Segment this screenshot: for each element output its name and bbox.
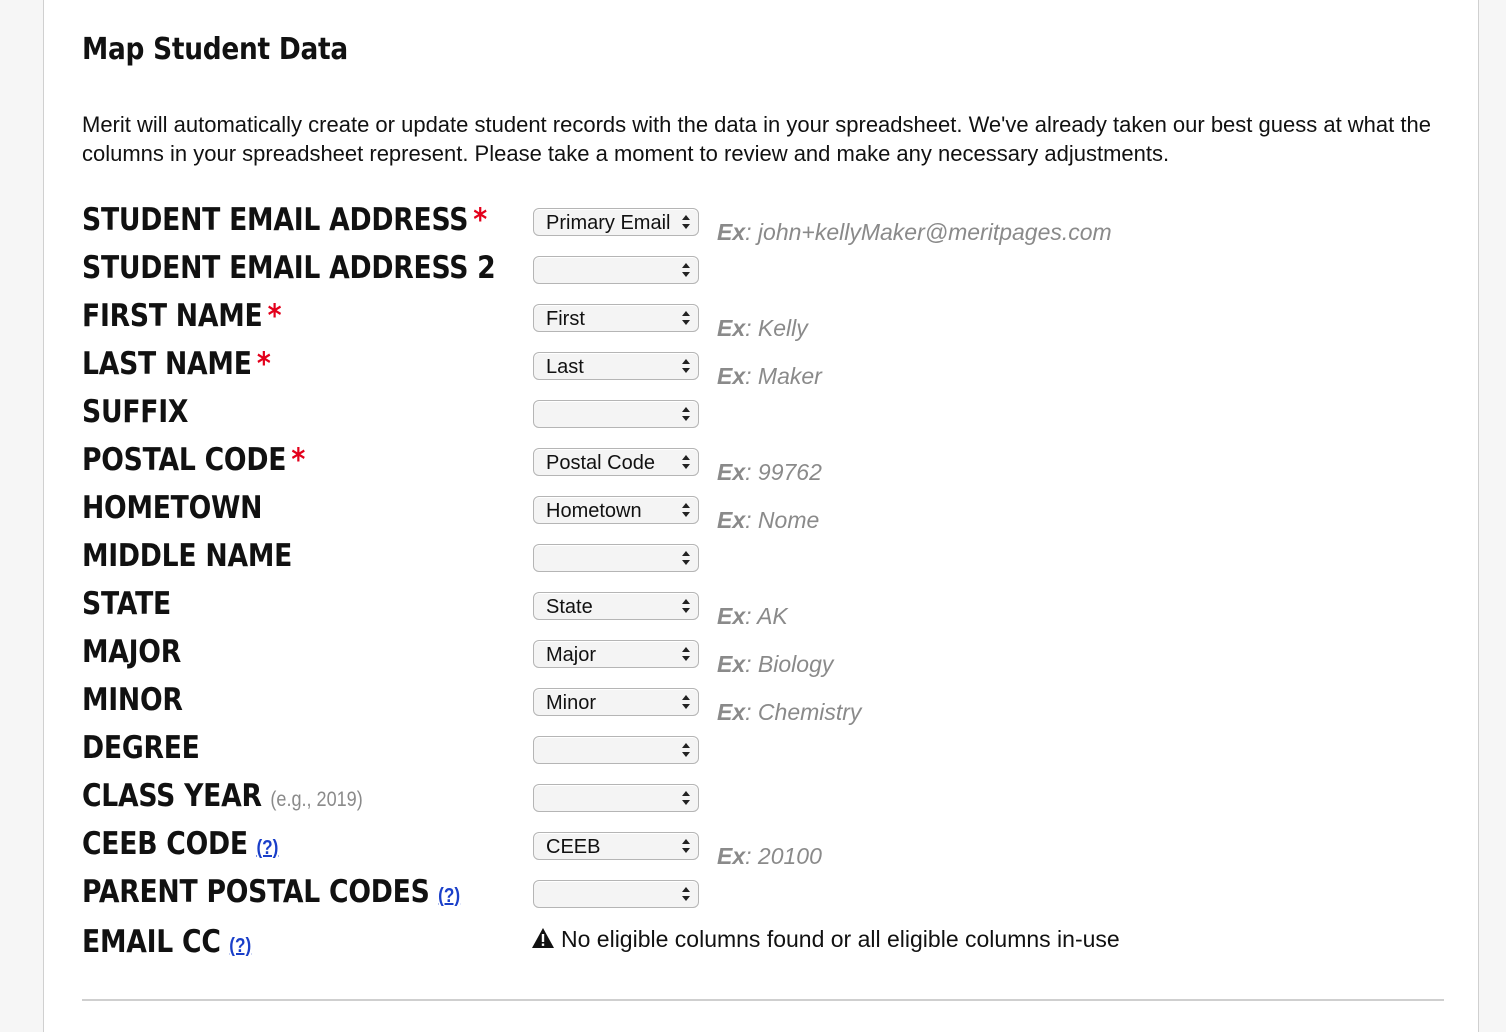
field-row-major	[44, 636, 1480, 684]
first-name-select[interactable]: First	[533, 304, 699, 332]
field-row-suffix	[44, 396, 1480, 444]
student-email-2-select[interactable]	[533, 256, 699, 284]
field-label-ceeb-code: CEEB CODE (?)	[82, 826, 279, 862]
state-select[interactable]: State	[533, 592, 699, 620]
field-label-minor: MINOR	[82, 682, 183, 718]
class-year-select[interactable]	[533, 784, 699, 812]
field-label-class-year: CLASS YEAR (e.g., 2019)	[82, 778, 363, 814]
parent-postal-codes-help-link[interactable]: (?)	[438, 885, 461, 907]
hometown-select[interactable]: Hometown	[533, 496, 699, 524]
field-row-first-name	[44, 300, 1480, 348]
major-select[interactable]: Major	[533, 640, 699, 668]
example-last-name: Ex: Maker	[717, 363, 822, 389]
field-row-class-year	[44, 780, 1480, 828]
field-label-hometown: HOMETOWN	[82, 490, 263, 526]
field-row-minor	[44, 684, 1480, 732]
updown-arrows-icon	[681, 500, 691, 520]
field-label-email-cc: EMAIL CC (?)	[82, 924, 252, 960]
field-label-postal-code: POSTAL CODE *	[82, 442, 306, 478]
example-student-email: Ex: john+kellyMaker@meritpages.com	[717, 219, 1112, 245]
email-cc-help-link[interactable]: (?)	[229, 935, 252, 957]
parent-postal-codes-select[interactable]	[533, 880, 699, 908]
updown-arrows-icon	[681, 836, 691, 856]
field-row-student-email-2	[44, 252, 1480, 300]
updown-arrows-icon	[681, 884, 691, 904]
field-label-first-name: FIRST NAME *	[82, 298, 282, 334]
student-email-select[interactable]: Primary Email	[533, 208, 699, 236]
degree-select[interactable]	[533, 736, 699, 764]
field-label-parent-postal-codes: PARENT POSTAL CODES (?)	[82, 874, 461, 910]
ceeb-code-select[interactable]: CEEB	[533, 832, 699, 860]
page-description: Merit will automatically create or update student records with the data in your spreadsheet. We've already taken our best guess at what the columns in your spreadsheet represent. Please take a moment to review and make any necessary adjustments.	[82, 112, 1431, 166]
example-ceeb-code: Ex: 20100	[717, 843, 822, 869]
map-student-data-panel	[43, 0, 1479, 1032]
example-hometown: Ex: Nome	[717, 507, 820, 533]
updown-arrows-icon	[681, 692, 691, 712]
field-row-parent-postal-codes	[44, 876, 1480, 924]
field-label-student-email: STUDENT EMAIL ADDRESS *	[82, 202, 487, 238]
updown-arrows-icon	[681, 308, 691, 328]
field-label-last-name: LAST NAME *	[82, 346, 271, 382]
field-row-email-cc	[44, 926, 1480, 974]
field-row-hometown	[44, 492, 1480, 540]
field-row-last-name	[44, 348, 1480, 396]
example-postal-code: Ex: 99762	[717, 459, 822, 485]
field-row-middle-name	[44, 540, 1480, 588]
class-year-hint: (e.g., 2019)	[270, 788, 363, 811]
updown-arrows-icon	[681, 356, 691, 376]
field-label-middle-name: MIDDLE NAME	[82, 538, 293, 574]
field-row-postal-code	[44, 444, 1480, 492]
updown-arrows-icon	[681, 548, 691, 568]
example-state: Ex: AK	[717, 603, 788, 629]
example-minor: Ex: Chemistry	[717, 699, 862, 725]
postal-code-select[interactable]: Postal Code	[533, 448, 699, 476]
required-mark: *	[291, 442, 306, 478]
field-label-major: MAJOR	[82, 634, 181, 670]
field-label-degree: DEGREE	[82, 730, 200, 766]
minor-select[interactable]: Minor	[533, 688, 699, 716]
field-row-state	[44, 588, 1480, 636]
warning-triangle-icon	[531, 927, 555, 949]
updown-arrows-icon	[681, 788, 691, 808]
page-title: Map Student Data	[82, 32, 348, 67]
example-major: Ex: Biology	[717, 651, 834, 677]
example-first-name: Ex: Kelly	[717, 315, 808, 341]
required-mark: *	[267, 298, 282, 334]
updown-arrows-icon	[681, 644, 691, 664]
updown-arrows-icon	[681, 452, 691, 472]
suffix-select[interactable]	[533, 400, 699, 428]
ceeb-code-help-link[interactable]: (?)	[256, 837, 279, 859]
last-name-select[interactable]: Last	[533, 352, 699, 380]
field-label-student-email-2: STUDENT EMAIL ADDRESS 2	[82, 250, 496, 286]
section-divider	[82, 999, 1444, 1001]
required-mark: *	[473, 202, 487, 238]
updown-arrows-icon	[681, 404, 691, 424]
no-eligible-columns-warning: No eligible columns found or all eligible columns in-use	[531, 926, 1120, 953]
field-label-state: STATE	[82, 586, 171, 622]
middle-name-select[interactable]	[533, 544, 699, 572]
updown-arrows-icon	[681, 596, 691, 616]
updown-arrows-icon	[681, 740, 691, 760]
field-row-student-email	[44, 204, 1480, 252]
updown-arrows-icon	[681, 212, 691, 232]
field-label-suffix: SUFFIX	[82, 394, 189, 430]
required-mark: *	[256, 346, 271, 382]
field-row-ceeb-code	[44, 828, 1480, 876]
updown-arrows-icon	[681, 260, 691, 280]
field-row-degree	[44, 732, 1480, 780]
